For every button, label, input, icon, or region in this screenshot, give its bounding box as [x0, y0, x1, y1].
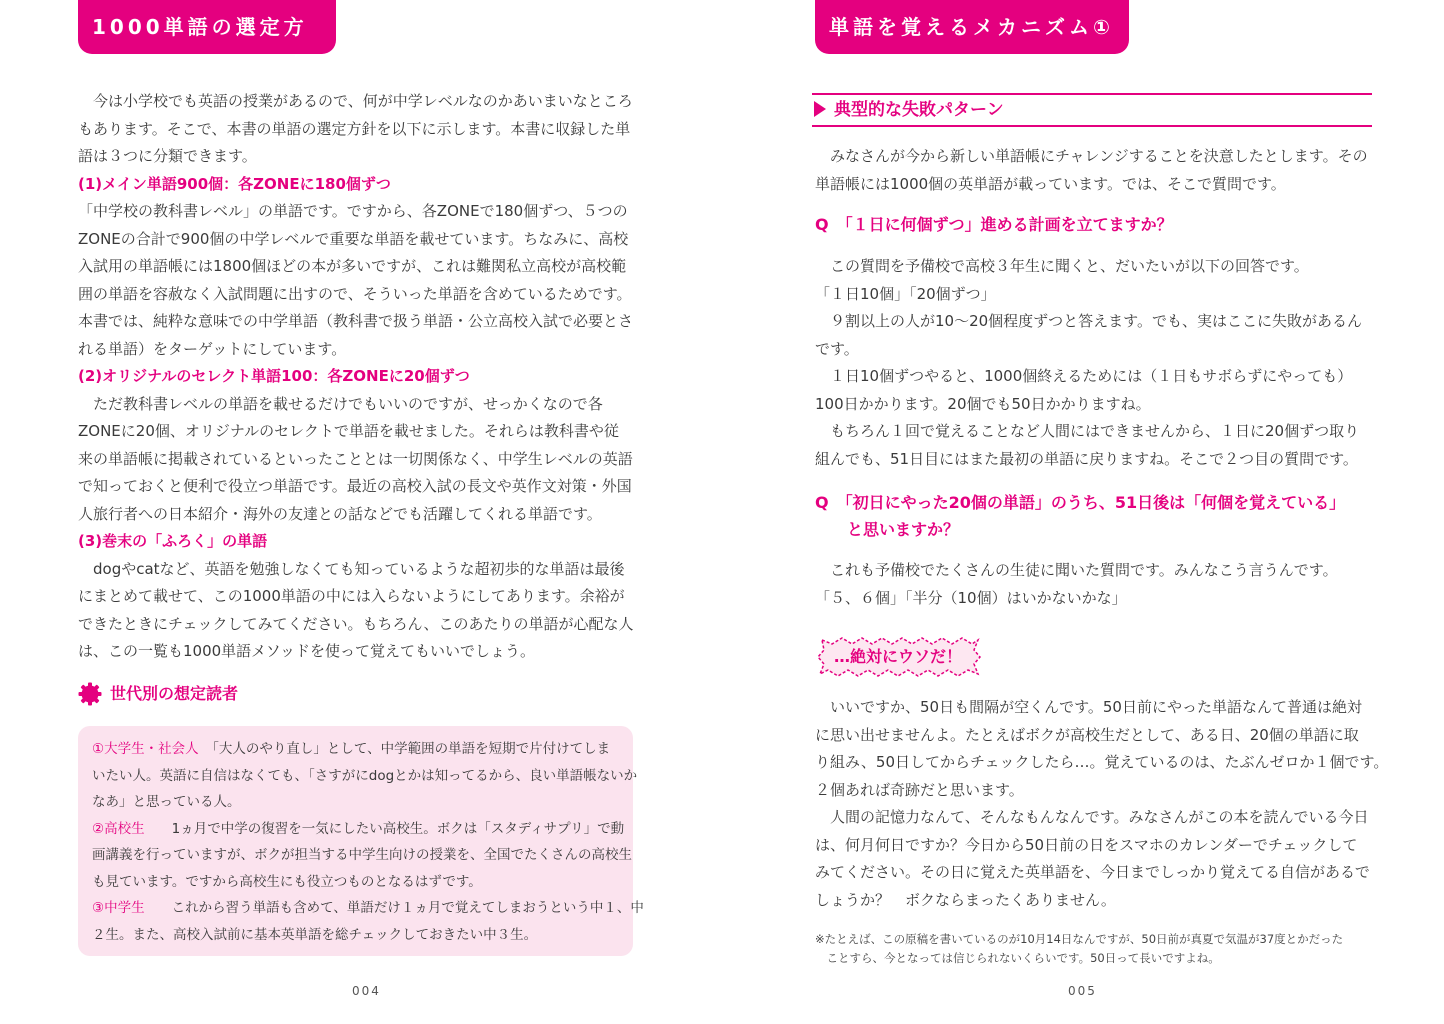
- text-line: いいですか、50日も間隔が空くんです。50日前にやった単語なんて普通は絶対: [815, 698, 1362, 716]
- text-line: もちろん１回で覚えることなど人間にはできませんから、１日に20個ずつ取り: [815, 422, 1360, 440]
- paragraph-intro: [815, 143, 1368, 198]
- question-1: Q 「１日に何個ずつ」進める計画を立てますか？: [815, 215, 1173, 234]
- exclaim-text: …絶対にウソだ！: [834, 647, 963, 666]
- text-line: この質問を予備校で高校３年生に聞くと、だいたいが以下の回答です。: [815, 257, 1309, 275]
- text-line: で知っておくと便利で役立つ単語です。最近の高校入試の長文や英作文対策・外国: [78, 477, 632, 495]
- section-header: [812, 93, 1372, 127]
- text-line: 今は小学校でも英語の授業があるので、何が中学レベルなのかあいまいなところ: [78, 92, 633, 110]
- section-body-main: [78, 198, 633, 363]
- text-line: 語は３つに分類できます。: [78, 147, 257, 165]
- text-line: 「５、６個」「半分（10個）はいかないかな」: [815, 588, 1127, 607]
- text-line: 本書では、純粋な意味での中学単語（教科書で扱う単語・公立高校入試で必要とさ: [78, 312, 634, 330]
- reader-juniorhigh: ③中学生 これから習う単語も含めて、単語だけ１ヵ月で覚えてしまおうという中１、中: [92, 900, 644, 916]
- question-2-line2: と思いますか？: [815, 520, 960, 539]
- paragraph-responses: [815, 557, 1338, 612]
- question-2-line1: Q 「初日にやった20個の単語」のうち、51日後は「何個を覚えている」: [815, 493, 1346, 512]
- text-line: ※たとえば、この原稿を書いているのが10月14日なんですが、50日前が真夏で気温が37度とかだった: [815, 932, 1344, 946]
- text-line: にまとめて載せて、この1000単語の中には入らないようにしてあります。余裕が: [78, 587, 625, 605]
- text-line: ２個あれば奇跡だと思います。: [815, 780, 1024, 799]
- right-page: [722, 0, 1444, 1024]
- reader-highschool: ②高校生 1ヵ月で中学の復習を一気にしたい高校生。ボクは「スタディサプリ」で動: [92, 820, 625, 837]
- text-line: に思い出せませんよ。たとえばボクが高校生だとして、ある日、20個の単語に取: [815, 725, 1359, 744]
- paragraph-memory: [815, 694, 1388, 914]
- text-line: もあります。そこで、本書の単語の選定方針を以下に示します。本書に収録した単: [78, 119, 631, 138]
- text-line: しょうか？ ボクならまったくありません。: [815, 890, 1116, 909]
- text-line: なあ」と思っている人。: [92, 794, 241, 810]
- text-line: できたときにチェックしてみてください。もちろん、このあたりの単語が心配な人: [78, 614, 634, 633]
- text-line: 来の単語帳に掲載されているといったこととは一切関係なく、中学生レベルの英語: [78, 449, 633, 468]
- text-line: ９割以上の人が10～20個程度ずつと答えます。でも、実はここに失敗があるん: [815, 312, 1362, 330]
- section-heading-appendix: (3)巻末の「ふろく」の単語: [78, 532, 268, 550]
- gear-icon: [78, 682, 102, 706]
- text-line: 入試用の単語帳には1800個ほどの本が多いですが、これは難関私立高校が高校範: [78, 257, 627, 275]
- text-line: ことすら、今となっては信じられないくらいです。50日って長いですよね。: [815, 951, 1220, 965]
- text-line: も見ています。ですから高校生にも役立つものとなるはずです。: [92, 873, 482, 890]
- text-line: 「中学校の教科書レベル」の単語です。ですから、各ZONEで180個ずつ、５つの: [78, 202, 628, 220]
- readers-title: 世代別の想定読者: [110, 684, 239, 703]
- section-header-title: 典型的な失敗パターン: [834, 100, 1004, 120]
- chapter-tab: 1000単語の選定方針: [78, 0, 336, 54]
- reader-university: ①大学生・社会人 「大人のやり直し」として、中学範囲の単語を短期で片付けてしま: [92, 741, 611, 757]
- text-line: ZONEに20個、オリジナルのセレクトで単語を載せました。それらは教科書や従: [78, 422, 619, 440]
- intro-paragraph: [78, 88, 633, 171]
- text-line: 組んでも、51日目にはまた最初の単語に戻りますね。そこで２つ目の質問です。: [815, 449, 1358, 468]
- paragraph-answers: [815, 253, 1362, 473]
- text-line: は、この一覧も1000単語メソッドを使って覚えてもいいでしょう。: [78, 642, 535, 660]
- section-body-appendix: [78, 556, 633, 666]
- page-number-right: 005: [1068, 984, 1097, 998]
- text-line: ZONEの合計で900個の中学レベルで重要な単語を載せています。ちなみに、高校: [78, 229, 629, 248]
- text-line: は、何月何日ですか？今日から50日前の日をスマホのカレンダーでチェックして: [815, 835, 1358, 854]
- text-line: 単語帳には1000個の英単語が載っています。では、そこで質問です。: [815, 174, 1286, 193]
- text-line: みてください。その日に覚えた英単語を、今日までしっかり覚えてる自信があるで: [815, 863, 1370, 881]
- text-line: ただ教科書レベルの単語を載せるだけでもいいのですが、せっかくなので各: [78, 394, 603, 413]
- readers-box: [78, 726, 644, 956]
- text-line: dogやcatなど、英語を勉強しなくても知っているような超初歩的な単語は最後: [78, 559, 625, 578]
- text-line: れる単語）をターゲットにしています。: [78, 339, 347, 358]
- section-body-select: [78, 391, 633, 529]
- text-line: 100日かかります。20個でも50日かかりますね。: [815, 394, 1151, 413]
- text-line: 人間の記憶力なんて、そんなもんなんです。みなさんがこの本を読んでいる今日: [815, 808, 1369, 826]
- text-line: ２生。また、高校入試前に基本英単語を総チェックしておきたい中３生。: [92, 926, 538, 943]
- section-heading-main: (1)メイン単語900個：各ZONEに180個ずつ: [78, 174, 391, 193]
- text-line: り組み、50日してからチェックしたら…。覚えているのは、たぶんゼロか１個です。: [815, 753, 1389, 771]
- section-heading-select: (2)オリジナルのセレクト単語100：各ZONEに20個ずつ: [78, 367, 470, 385]
- text-line: みなさんが今から新しい単語帳にチャレンジすることを決意したとします。その: [815, 147, 1368, 165]
- triangle-right-icon: [814, 101, 826, 117]
- text-line: １日10個ずつやると、1000個終えるためには（１日もサボらずにやっても）: [815, 367, 1353, 385]
- chapter-tab-right: 単語を覚えるメカニズム①: [815, 0, 1129, 54]
- text-line: 囲の単語を容赦なく入試問題に出すので、そういった単語を含めているためです。: [78, 284, 632, 303]
- text-line: 人旅行者への日本紹介・海外の友達との話などでも活躍してくれる単語です。: [78, 504, 602, 523]
- text-line: です。: [815, 339, 859, 358]
- text-line: 「１日10個」「20個ずつ」: [815, 284, 996, 303]
- page-number-left: 004: [352, 984, 381, 998]
- footnote: [815, 930, 1343, 968]
- text-line: 画講義を行っていますが、ボクが担当する中学生向けの授業を、全国でたくさんの高校生: [92, 847, 632, 863]
- text-line: いたい人。英語に自信はなくても、「さすがにdogとかは知ってるから、良い単語帳ないか: [92, 767, 638, 784]
- readers-list: [92, 736, 644, 948]
- text-line: これも予備校でたくさんの生徒に聞いた質問です。みんなこう言うんです。: [815, 561, 1338, 579]
